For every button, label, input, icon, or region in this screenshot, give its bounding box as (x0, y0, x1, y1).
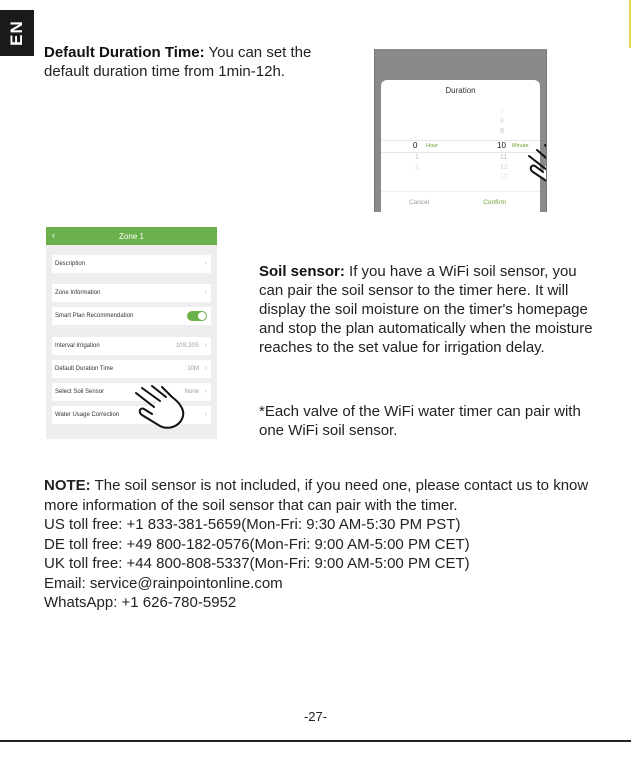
minute-below-item: 12 (500, 164, 508, 171)
duration-picker-screenshot (374, 49, 547, 212)
note-label: NOTE: (44, 477, 91, 494)
row-label: Smart Plan Recommendation (55, 313, 134, 319)
note-paragraph (44, 476, 604, 515)
soil-sensor-text: If you have a WiFi soil sensor, you can pair the soil sensor to the timer here. It will display the soil moisture on the timer's homepage and stop the plan automatically when the moisture reaches to the set value for irrigation delay. (259, 263, 593, 356)
default-duration-heading: Default Duration Time: (44, 44, 205, 61)
row-label: Zone Information (55, 290, 101, 296)
row-label: Select Soil Sensor (55, 389, 105, 395)
minute-below-item: 11 (500, 154, 508, 161)
smart-plan-toggle[interactable] (187, 311, 207, 321)
minute-above-list (500, 107, 504, 137)
row-label: Default Duration Time (55, 366, 114, 372)
picker-selected-row[interactable] (381, 140, 540, 153)
page-number: -27- (303, 709, 328, 724)
cancel-button[interactable]: Cancel (409, 199, 430, 206)
uk-toll-free: UK toll free: +44 800-808-5337(Mon-Fri: 9:00 AM-5:00 PM CET) (44, 555, 470, 572)
smart-plan-row (52, 307, 211, 325)
duration-picker (381, 80, 540, 212)
email-line: Email: service@rainpointonline.com (44, 574, 283, 592)
soil-sensor-paragraph (259, 262, 599, 357)
default-duration-text: You can set the default duration time from 1min-12h. (44, 44, 312, 80)
confirm-button[interactable]: Confirm (483, 199, 506, 206)
language-tab-label: EN (7, 20, 26, 46)
chevron-right-icon: › (204, 260, 207, 267)
hour-below-list (415, 153, 419, 173)
default-duration-row[interactable] (52, 360, 211, 378)
chevron-right-icon: › (204, 388, 207, 395)
zone-information-row[interactable] (52, 284, 211, 302)
contact-note (44, 476, 604, 613)
zone-header (46, 227, 217, 245)
pointing-hand-icon (525, 142, 547, 192)
minute-below-list (500, 153, 508, 183)
picker-title: Duration (445, 86, 476, 95)
minute-above-item: 9 (500, 128, 504, 135)
zone-settings-screenshot (46, 227, 217, 439)
whatsapp-line: WhatsApp: +1 626-780-5952 (44, 594, 237, 611)
row-value: None (184, 389, 199, 395)
chevron-right-icon: › (204, 342, 207, 349)
row-label: Water Usage Correction (55, 412, 120, 418)
zone-title: Zone 1 (119, 232, 144, 241)
default-duration-paragraph (44, 43, 344, 81)
minute-unit: Minute (512, 143, 529, 149)
hour-below-item: 2 (415, 164, 419, 171)
description-row[interactable] (52, 255, 211, 273)
picker-footer (381, 191, 540, 212)
chevron-right-icon: › (204, 365, 207, 372)
minute-above-item: 8 (500, 118, 504, 125)
hour-value: 0 (413, 141, 418, 150)
row-label: Interval Irrigation (55, 343, 100, 349)
language-tab (0, 10, 34, 56)
minute-below-item: 13 (500, 174, 508, 181)
us-toll-free: US toll free: +1 833-381-5659(Mon-Fri: 9:30 AM-5:30 PM PST) (44, 516, 461, 533)
chevron-right-icon: › (204, 289, 207, 296)
minute-value: 10 (497, 141, 506, 150)
hour-below-item: 1 (415, 154, 419, 161)
row-value: 10M (187, 366, 199, 372)
pointing-hand-icon (132, 385, 190, 433)
soil-sensor-heading: Soil sensor: (259, 263, 345, 280)
back-icon[interactable]: ‹ (52, 230, 55, 240)
row-label: Description (55, 261, 86, 267)
interval-irrigation-row[interactable] (52, 337, 211, 355)
bottom-divider (0, 740, 631, 742)
minute-above-item: 7 (500, 108, 504, 115)
chevron-right-icon: › (204, 411, 207, 418)
hour-unit: Hour (426, 143, 438, 149)
soil-sensor-note: *Each valve of the WiFi water timer can pair with one WiFi soil sensor. (259, 403, 581, 439)
note-text: The soil sensor is not included, if you need one, please contact us to know more information of the soil sensor that can pair with the timer. (44, 477, 589, 514)
de-toll-free: DE toll free: +49 800-182-0576(Mon-Fri: 9:00 AM-5:00 PM CET) (44, 535, 470, 553)
row-value: 10S,30S (175, 343, 199, 349)
